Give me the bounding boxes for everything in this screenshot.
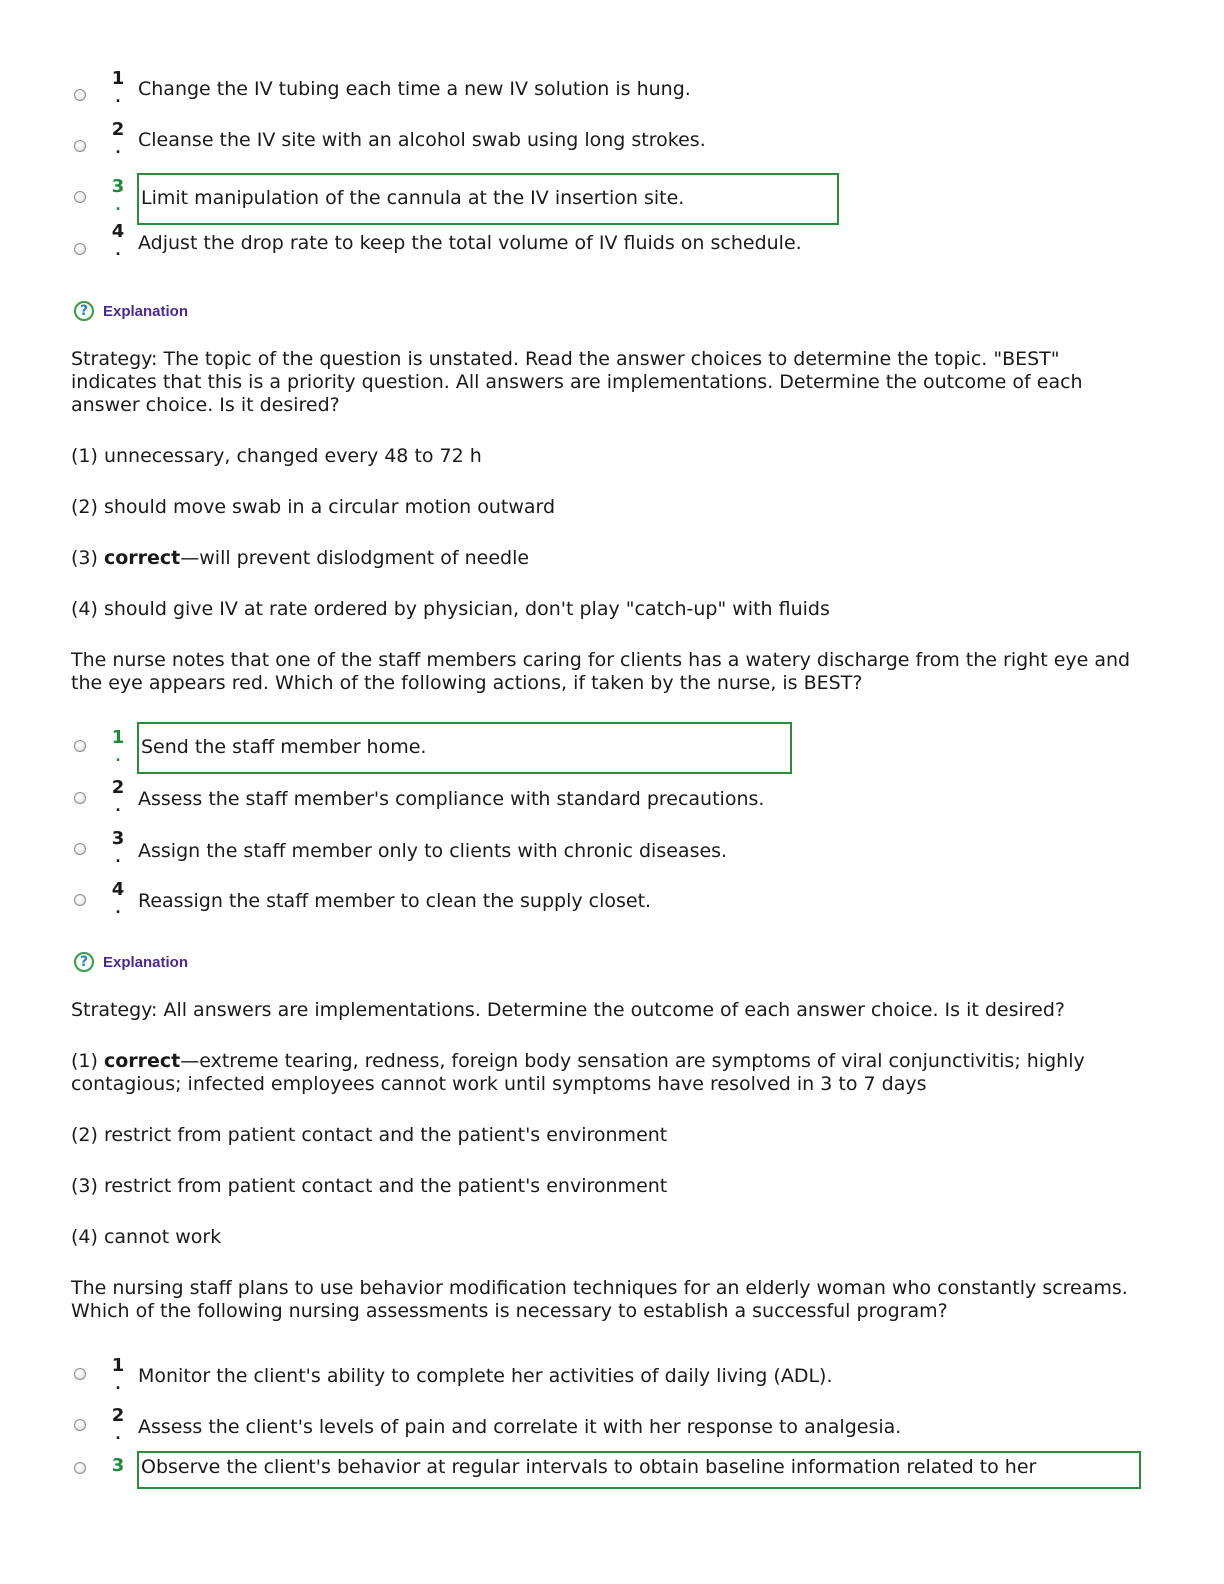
option-text: Reassign the staff member to clean the supply closet. (138, 890, 652, 912)
strategy-text: Strategy: All answers are implementations. Determine the outcome of each answer choice. Is it desired? (71, 999, 1066, 1021)
option-number: 2 . (111, 1405, 125, 1443)
explanation-label: Explanation (103, 953, 189, 971)
option-text: Assign the staff member only to clients with chronic diseases. (138, 840, 728, 862)
option-text: Monitor the client's ability to complete her activities of daily living (ADL). (138, 1365, 833, 1387)
option-number: 1 . (111, 1355, 125, 1393)
radio-button[interactable] (74, 243, 86, 255)
radio-button[interactable] (74, 191, 86, 203)
option-text: Change the IV tubing each time a new IV solution is hung. (138, 78, 691, 100)
option-number: 4 . (111, 221, 125, 259)
option-text: Observe the client's behavior at regular intervals to obtain baseline information related to her (141, 1456, 1037, 1478)
explanation-link[interactable] (74, 299, 188, 323)
rationale-2: (2) restrict from patient contact and the patient's environment (71, 1124, 668, 1146)
option-text: Assess the staff member's compliance with standard precautions. (138, 788, 765, 810)
radio-button[interactable] (74, 843, 86, 855)
radio-button[interactable] (74, 89, 86, 101)
rationale-3: (3) correct—will prevent dislodgment of needle (71, 547, 530, 569)
option-number: 3 . (111, 176, 125, 214)
option-text: Cleanse the IV site with an alcohol swab using long strokes. (138, 129, 706, 151)
option-number: 4 . (111, 879, 125, 917)
option-number: 1 . (111, 727, 125, 765)
explanation-label: Explanation (103, 302, 189, 320)
option-text: Assess the client's levels of pain and correlate it with her response to analgesia. (138, 1416, 902, 1438)
radio-button[interactable] (74, 1368, 86, 1380)
option-number: 1 . (111, 68, 125, 106)
radio-button[interactable] (74, 740, 86, 752)
radio-button[interactable] (74, 1419, 86, 1431)
option-text: Adjust the drop rate to keep the total volume of IV fluids on schedule. (138, 232, 802, 254)
strategy-text: Strategy: The topic of the question is unstated. Read the answer choices to determine the topic. "BEST" indicates that this is a priority question. All answers are implementations. Determine the outcome of each answer choice. Is it desired? (71, 348, 1083, 416)
help-icon: ? (74, 952, 94, 972)
option-number: 2 . (111, 119, 125, 157)
rationale-1: (1) correct—extreme tearing, redness, foreign body sensation are symptoms of viral conjunctivitis; highly contagious; infected employees cannot work until symptoms have resolved in 3 to 7 days (71, 1050, 1085, 1095)
rationale-2: (2) should move swab in a circular motion outward (71, 496, 556, 518)
rationale-1: (1) unnecessary, changed every 48 to 72 h (71, 445, 482, 467)
question-stem: The nursing staff plans to use behavior modification techniques for an elderly woman who constantly screams. Which of the following nursing assessments is necessary to establish a successful program? (71, 1277, 1128, 1322)
option-number: 3 (111, 1455, 125, 1476)
correct-label: correct (103, 1050, 181, 1072)
option-number: 2 . (111, 777, 125, 815)
rationale-4: (4) should give IV at rate ordered by physician, don't play "catch-up" with fluids (71, 598, 830, 620)
help-icon: ? (74, 301, 94, 321)
option-text: Send the staff member home. (141, 736, 427, 758)
correct-label: correct (103, 547, 181, 569)
radio-button[interactable] (74, 140, 86, 152)
rationale-3: (3) restrict from patient contact and the patient's environment (71, 1175, 668, 1197)
radio-button[interactable] (74, 792, 86, 804)
explanation-link[interactable] (74, 950, 188, 974)
option-text: Limit manipulation of the cannula at the IV insertion site. (141, 187, 685, 209)
option-number: 3 . (111, 828, 125, 866)
rationale-4: (4) cannot work (71, 1226, 222, 1248)
radio-button[interactable] (74, 894, 86, 906)
radio-button[interactable] (74, 1462, 86, 1474)
question-stem: The nurse notes that one of the staff members caring for clients has a watery discharge from the right eye and the eye appears red. Which of the following actions, if taken by the nurse, is BEST? (71, 649, 1131, 694)
